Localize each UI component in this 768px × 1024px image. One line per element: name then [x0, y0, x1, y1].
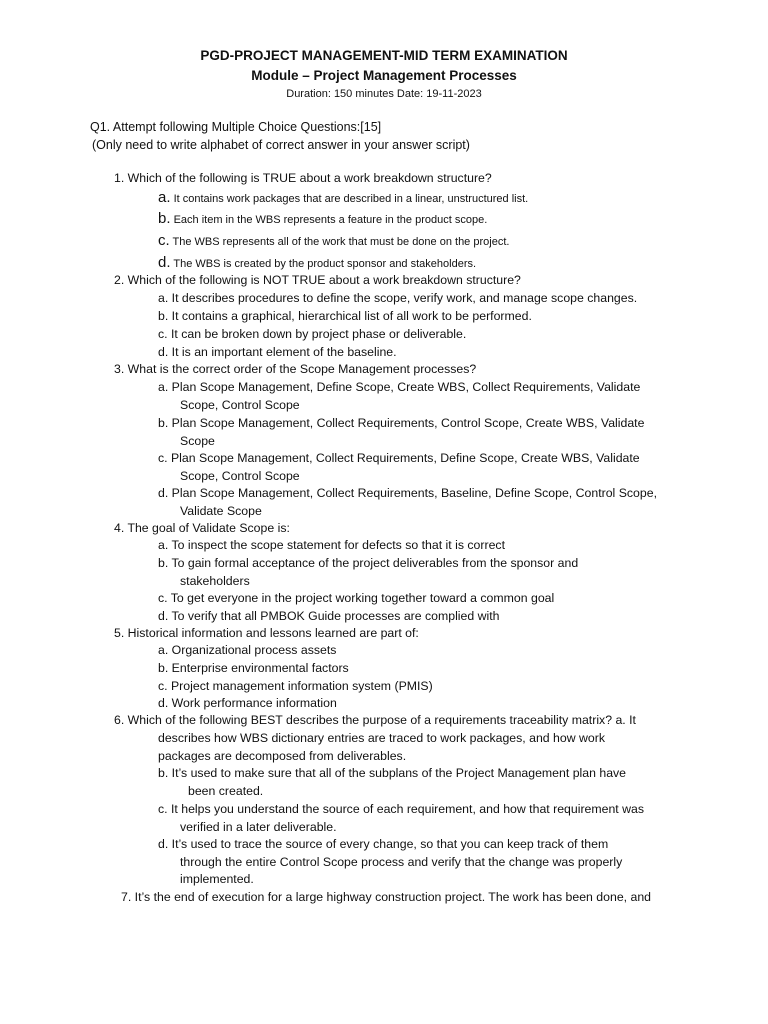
option-line-cont: Scope, Control Scope — [180, 397, 300, 412]
option-text: Each item in the WBS represents a feature in the product scope. — [173, 214, 488, 226]
question-6-option-a-line3: packages are decomposed from deliverables. — [158, 749, 407, 763]
module-title: Module – Project Management Processes — [251, 68, 517, 83]
option-letter: d. — [158, 254, 171, 271]
option-line-cont: Validate Scope — [180, 503, 262, 518]
option-line: b. Plan Scope Management, Collect Requirements, Control Scope, Create WBS, Validate — [158, 416, 645, 430]
question-3-option-a — [158, 379, 678, 414]
question-2-option-c: c. It can be broken down by project phase or deliverable. — [158, 327, 467, 341]
option-line-cont: been created. — [188, 783, 264, 798]
option-text: The WBS is created by the product sponsor and stakeholders. — [173, 258, 477, 270]
option-letter: b. — [158, 210, 171, 227]
question-2-option-a: a. It describes procedures to define the scope, verify work, and manage scope changes. — [158, 291, 638, 305]
option-line-cont: Scope — [180, 433, 215, 448]
question-5-option-b: b. Enterprise environmental factors — [158, 661, 349, 675]
question-6-option-d — [158, 836, 678, 889]
exam-title: PGD-PROJECT MANAGEMENT-MID TERM EXAMINATION — [200, 48, 568, 63]
option-text: It contains work packages that are described in a linear, unstructured list. — [173, 193, 529, 205]
question-6: 6. Which of the following BEST describes the purpose of a requirements traceability matrix? a. It — [114, 713, 636, 727]
option-text: The WBS represents all of the work that must be done on the project. — [172, 236, 510, 248]
question-6-option-b — [158, 765, 678, 800]
option-line: b. It’s used to make sure that all of the subplans of the Project Management plan have — [158, 766, 627, 780]
option-line-cont: verified in a later deliverable. — [180, 819, 337, 834]
option-line-cont: implemented. — [180, 872, 254, 886]
question-1-option-a — [158, 189, 678, 209]
option-line: a. Plan Scope Management, Define Scope, Create WBS, Collect Requirements, Validate — [158, 380, 641, 394]
question-6-option-c — [158, 801, 678, 836]
question-1: 1. Which of the following is TRUE about a work breakdown structure? — [114, 171, 492, 185]
question-2: 2. Which of the following is NOT TRUE about a work breakdown structure? — [114, 273, 521, 287]
question-1-option-b — [158, 210, 678, 230]
section-intro — [90, 118, 470, 154]
question-3-option-d — [158, 485, 678, 520]
question-5-option-c: c. Project management information system (PMIS) — [158, 679, 433, 693]
option-line: c. It helps you understand the source of each requirement, and how that requirement was — [158, 802, 645, 816]
option-letter: a. — [158, 189, 171, 206]
question-4-option-a: a. To inspect the scope statement for defects so that it is correct — [158, 538, 505, 552]
question-3-option-c — [158, 450, 678, 485]
question-7: 7. It’s the end of execution for a large highway construction project. The work has been done, and — [121, 890, 652, 904]
question-4-option-c: c. To get everyone in the project working together toward a common goal — [158, 591, 555, 605]
exam-header — [0, 46, 768, 102]
section-heading: Q1. Attempt following Multiple Choice Questions:[15] — [90, 120, 382, 134]
question-4-option-d: d. To verify that all PMBOK Guide processes are complied with — [158, 609, 500, 623]
option-line: d. It’s used to trace the source of every change, so that you can keep track of them — [158, 837, 609, 851]
option-line: d. Plan Scope Management, Collect Requirements, Baseline, Define Scope, Control Scope, — [158, 486, 657, 500]
option-line-cont: through the entire Control Scope process and verify that the change was properly — [180, 854, 623, 869]
option-line-cont: stakeholders — [180, 573, 250, 588]
question-5: 5. Historical information and lessons learned are part of: — [114, 626, 419, 640]
question-5-option-d: d. Work performance information — [158, 696, 337, 710]
question-3-option-b — [158, 415, 678, 450]
question-4: 4. The goal of Validate Scope is: — [114, 521, 290, 535]
exam-meta: Duration: 150 minutes Date: 19-11-2023 — [286, 88, 482, 100]
option-letter: c. — [158, 232, 170, 249]
option-line: c. Plan Scope Management, Collect Requirements, Define Scope, Create WBS, Validate — [158, 451, 640, 465]
question-2-option-d: d. It is an important element of the baseline. — [158, 345, 397, 359]
option-line-cont: Scope, Control Scope — [180, 468, 300, 483]
question-1-option-c — [158, 232, 678, 252]
option-line: b. To gain formal acceptance of the project deliverables from the sponsor and — [158, 556, 579, 570]
question-6-option-a-line2: describes how WBS dictionary entries are traced to work packages, and how work — [158, 731, 605, 745]
question-5-option-a: a. Organizational process assets — [158, 643, 337, 657]
section-instruction: (Only need to write alphabet of correct answer in your answer script) — [92, 138, 470, 152]
question-2-option-b: b. It contains a graphical, hierarchical list of all work to be performed. — [158, 309, 532, 323]
question-1-option-d — [158, 254, 678, 274]
question-3: 3. What is the correct order of the Scope Management processes? — [114, 362, 477, 376]
question-4-option-b — [158, 555, 678, 590]
